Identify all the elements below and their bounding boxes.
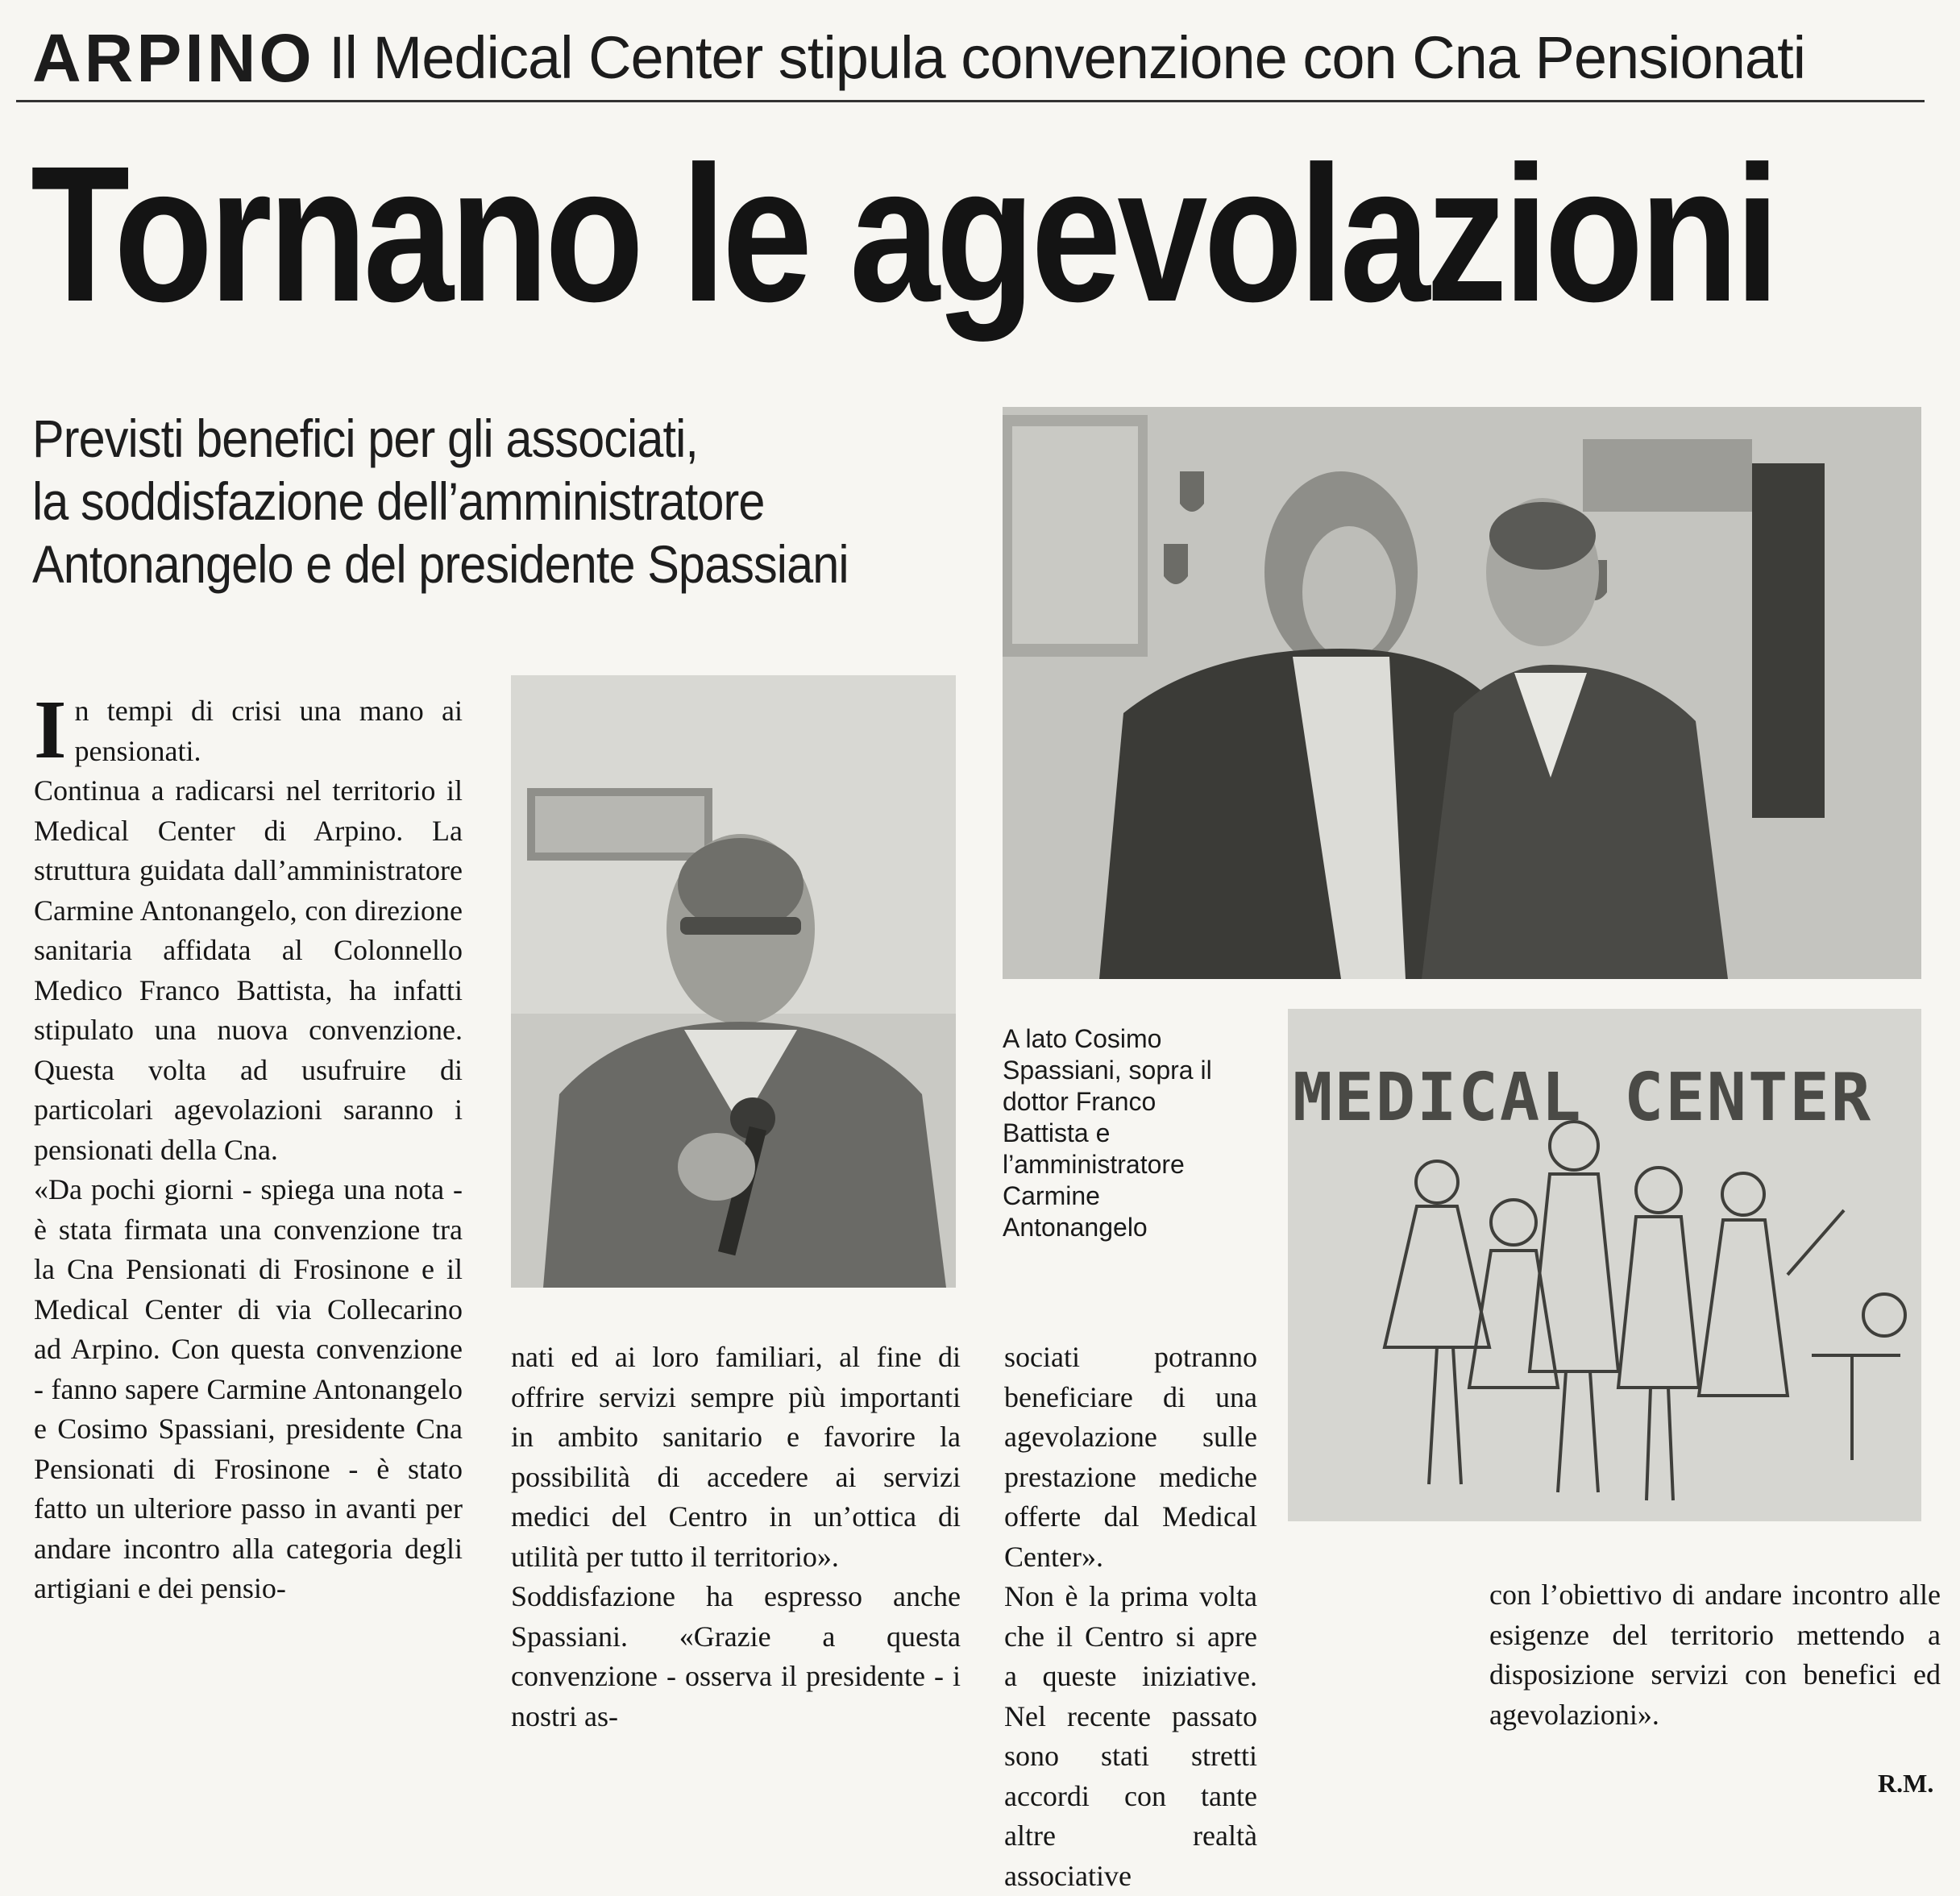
body-paragraph: con l’obiettivo di andare incontro alle esigenze del territorio mettendo a disposizione servizi con benefici ed agevolazioni». [1489,1579,1941,1731]
body-paragraph: «Da pochi giorni - spiega una nota - è stata firmata una convenzione tra la Cna Pensionati di Frosinone e il Medical Center di via Collecarino ad Arpino. Con questa convenzione - fanno sapere Carmine Antonangelo e Cosimo Spassiani, presidente Cna Pensionati di Frosinone - è stato fatto un ulteriore passo in avanti per andare incontro alla categoria degli artigiani e dei pensio- [34,1173,463,1604]
article-subhead [32,407,983,595]
article-headline: Tornano le agevolazioni [31,126,1776,342]
subhead-line: la soddisfazione dell’amministratore [32,471,765,531]
drop-cap: I [34,683,67,776]
photo-spassiani-image [511,675,956,1288]
mural-sign: MEDICAL CENTER [1293,1060,1873,1136]
kicker-title: Il Medical Center stipula convenzione con Cna Pensionati [329,24,1806,91]
body-paragraph: nati ed ai loro familiari, al fine di offrire servizi sempre più importanti in ambito sanitario e favorire la possibilità di accedere ai servizi medici del Centro in un’ottica di utilità per tutto il territorio». [511,1341,961,1573]
photo-spassiani [511,675,956,1288]
author-signature: R.M. [1878,1769,1934,1798]
subhead-line: Previsti benefici per gli associati, [32,409,698,468]
kicker-divider [16,100,1925,102]
photo-caption: A lato Cosimo Spassiani, sopra il dottor Franco Battista e l’amministratore Carmine Antonangelo [1003,1024,1212,1242]
photo-battista-antonangelo [1003,407,1921,979]
body-column-4 [1489,1575,1941,1735]
subhead-line: Antonangelo e del presidente Spassiani [32,534,849,594]
body-paragraph: Continua a radicarsi nel territorio il Medical Center di Arpino. La struttura guidata dall’amministratore Carmine Antonangelo, con direzione sanitaria affidata al Colonnello Medico Franco Battista, ha infatti stipulato una nuova convenzione. Questa volta ad usufruire di particolari agevolazioni saranno i pensionati della Cna. [34,774,463,1166]
body-column-2 [511,1338,961,1736]
photo-medical-center-mural-image [1288,1009,1921,1521]
body-paragraph: Non è la prima volta che il Centro si apre a queste iniziative. Nel recente passato sono stati stretti accordi con tante altre realtà associative [1004,1580,1257,1892]
lead-text: n tempi di crisi una mano ai pensionati. [74,695,463,767]
photo-battista-antonangelo-image [1003,407,1921,979]
photo-medical-center-mural [1288,1009,1921,1521]
body-column-1 [34,683,463,1609]
lead-paragraph [34,683,463,776]
body-paragraph: sociati potranno beneficiare di una agevolazione sulle prestazione mediche offerte dal Medical Center». [1004,1341,1257,1573]
body-paragraph: Soddisfazione ha espresso anche Spassiani. «Grazie a questa convenzione - osserva il presidente - i nostri as- [511,1580,961,1732]
body-column-3 [1004,1338,1257,1896]
kicker-location: ARPINO [32,20,315,96]
